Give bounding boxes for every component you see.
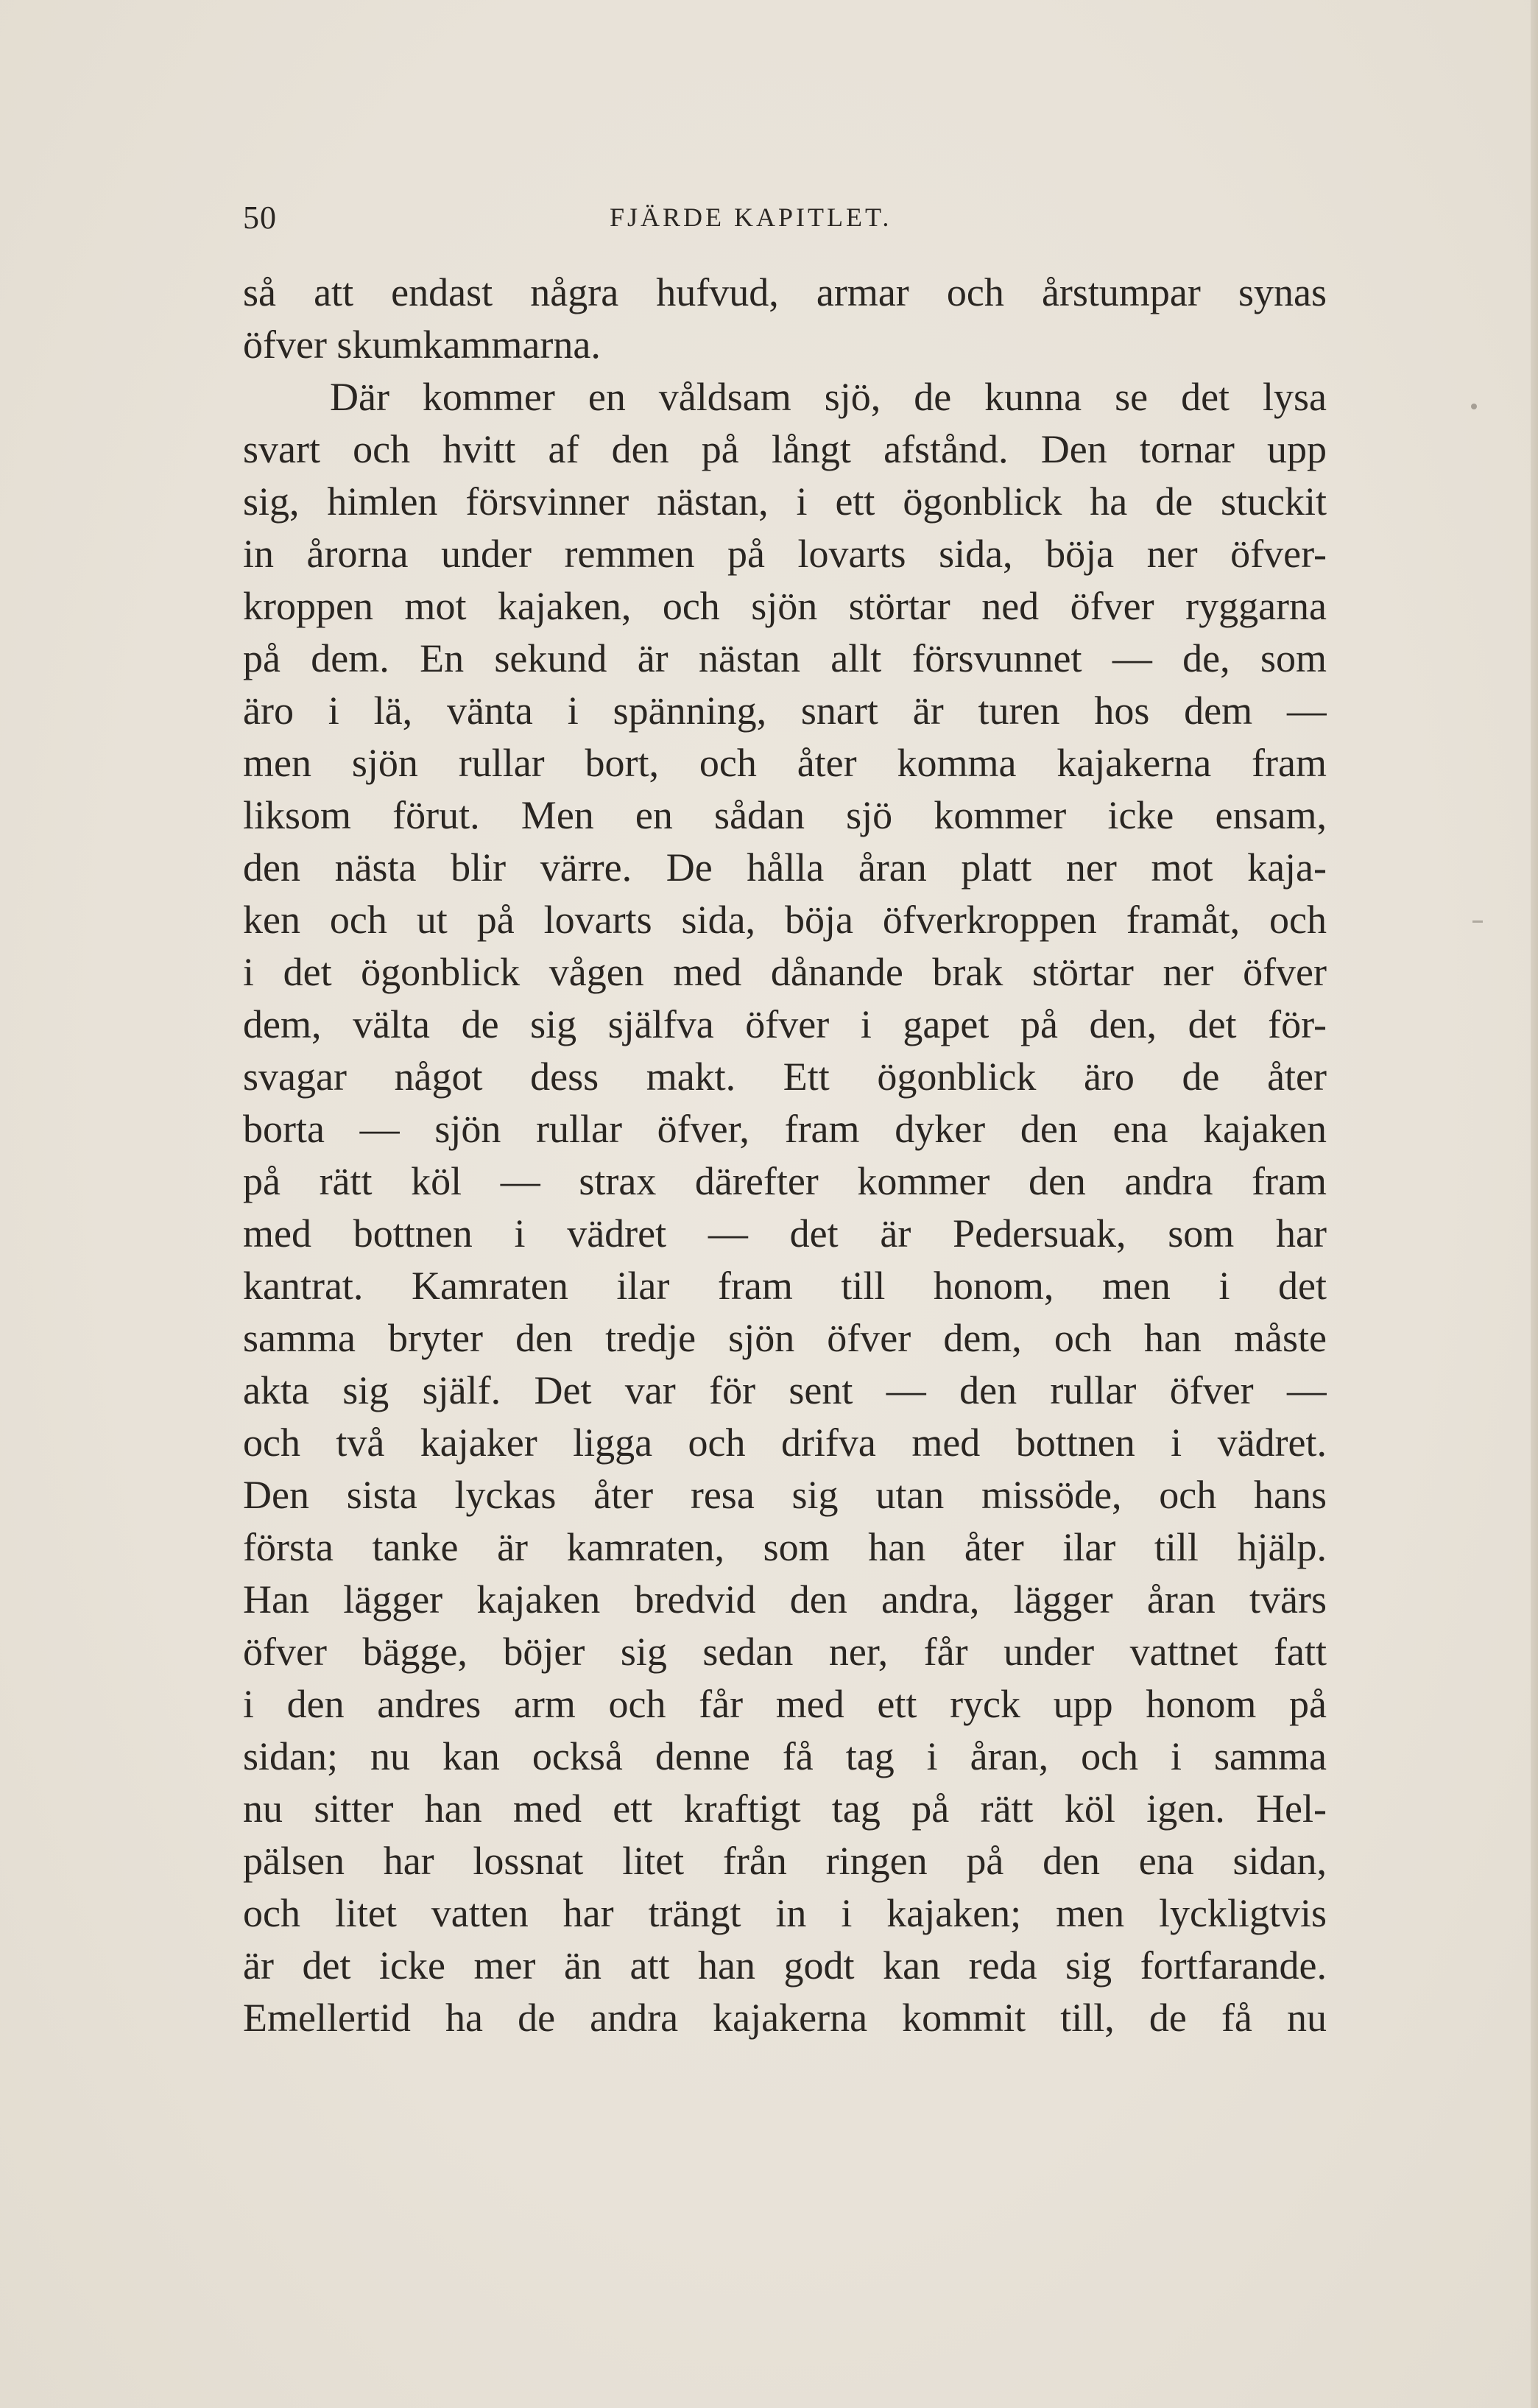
page-number: 50 [243, 200, 277, 236]
text-line: in årorna under remmen på lovarts sida, böja ner öfver- [243, 532, 1327, 576]
text-line: pälsen har lossnat litet från ringen på den ena sidan, [243, 1839, 1327, 1883]
text-line: och litet vatten har trängt in i kajaken; men lyckligtvis [243, 1891, 1327, 1935]
text-line: kantrat. Kamraten ilar fram till honom, men i det [243, 1264, 1327, 1308]
text-line: men sjön rullar bort, och åter komma kajakerna fram [243, 741, 1327, 785]
paper-speck [1471, 404, 1477, 409]
text-line: den nästa blir värre. De hålla åran platt ner mot kaja- [243, 845, 1327, 890]
text-line: på rätt köl — strax därefter kommer den andra fram [243, 1159, 1327, 1203]
text-line: i det ögonblick vågen med dånande brak störtar ner öfver [243, 950, 1327, 994]
text-line: borta — sjön rullar öfver, fram dyker den ena kajaken [243, 1107, 1327, 1151]
chapter-title: FJÄRDE KAPITLET. [610, 203, 892, 232]
paper-mark [1472, 920, 1483, 923]
text-line: svagar något dess makt. Ett ögonblick äro de åter [243, 1055, 1327, 1099]
text-line: och två kajaker ligga och drifva med bottnen i vädret. [243, 1420, 1327, 1465]
text-line: i den andres arm och får med ett ryck upp honom på [243, 1682, 1327, 1726]
text-line: äro i lä, vänta i spänning, snart är turen hos dem — [243, 689, 1327, 733]
text-line: öfver bägge, böjer sig sedan ner, får under vattnet fatt [243, 1630, 1327, 1674]
page-edge [1531, 0, 1538, 2408]
text-line: nu sitter han med ett kraftigt tag på rätt köl igen. Hel- [243, 1786, 1327, 1831]
text-line: liksom förut. Men en sådan sjö kommer icke ensam, [243, 793, 1327, 837]
text-line: sig, himlen försvinner nästan, i ett ögonblick ha de stuckit [243, 479, 1327, 524]
text-line: Den sista lyckas åter resa sig utan missöde, och hans [243, 1473, 1327, 1517]
text-line: på dem. En sekund är nästan allt försvunnet — de, som [243, 636, 1327, 680]
text-line: Där kommer en våldsam sjö, de kunna se det lysa [330, 375, 1327, 419]
text-line: sidan; nu kan också denne få tag i åran, och i samma [243, 1734, 1327, 1778]
text-line: Han lägger kajaken bredvid den andra, lägger åran tvärs [243, 1577, 1327, 1622]
text-line: med bottnen i vädret — det är Pedersuak, som har [243, 1211, 1327, 1256]
text-line: första tanke är kamraten, som han åter ilar till hjälp. [243, 1525, 1327, 1569]
text-line: akta sig själf. Det var för sent — den rullar öfver — [243, 1368, 1327, 1412]
text-line: ken och ut på lovarts sida, böja öfverkroppen framåt, och [243, 898, 1327, 942]
text-line: är det icke mer än att han godt kan reda sig fortfarande. [243, 1943, 1327, 1988]
text-line: svart och hvitt af den på långt afstånd. Den tornar upp [243, 427, 1327, 471]
text-line: dem, välta de sig själfva öfver i gapet på den, det för- [243, 1002, 1327, 1046]
text-line: Emellertid ha de andra kajakerna kommit till, de få nu [243, 1996, 1327, 2040]
text-line: samma bryter den tredje sjön öfver dem, och han måste [243, 1316, 1327, 1360]
body-text [243, 267, 1327, 2044]
text-line: öfver skumkammarna. [243, 323, 601, 367]
text-line: så att endast några hufvud, armar och årstumpar synas [243, 270, 1327, 314]
text-line: kroppen mot kajaken, och sjön störtar ned öfver ryggarna [243, 584, 1327, 628]
running-head [243, 199, 1325, 243]
